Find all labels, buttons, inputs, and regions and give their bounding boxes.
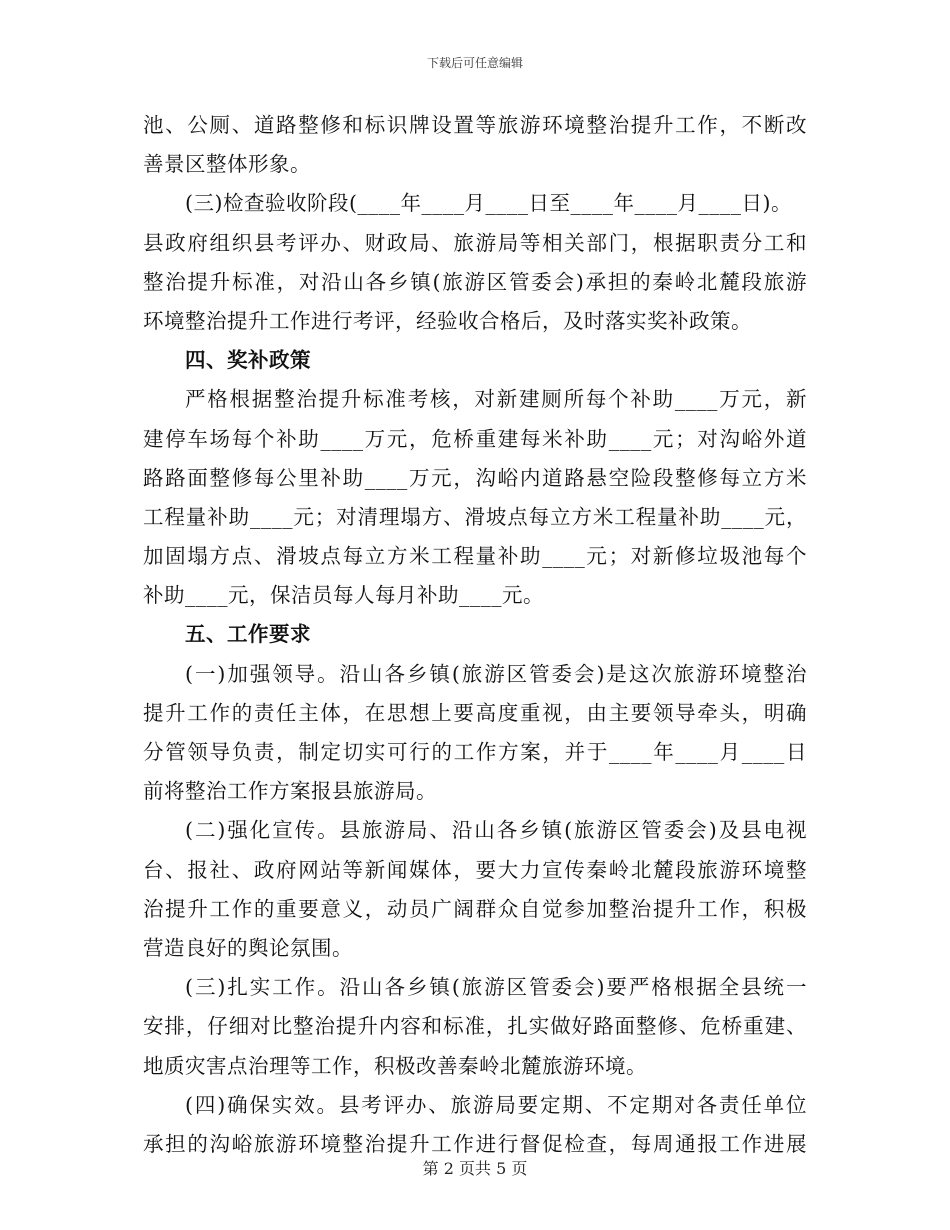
section-heading: 五、工作要求 <box>185 622 311 647</box>
body-line: (三)扎实工作。沿山各乡镇(旅游区管委会)要严格根据全县统一 <box>185 975 807 1000</box>
body-line: 县政府组织县考评办、财政局、旅游局等相关部门，根据职责分工和 <box>143 230 807 255</box>
body-line: (二)强化宣传。县旅游局、沿山各乡镇(旅游区管委会)及县电视 <box>185 818 807 843</box>
body-line: 营造良好的舆论氛围。 <box>143 935 353 960</box>
body-line: 加固塌方点、滑坡点每立方米工程量补助____元；对新修垃圾池每个 <box>143 544 807 569</box>
body-line: 严格根据整治提升标准考核，对新建厕所每个补助____万元，新 <box>185 387 807 412</box>
body-line: 治提升工作的重要意义，动员广阔群众自觉参加整治提升工作，积极 <box>143 896 807 921</box>
page-footer: 第 2 页共 5 页 <box>422 1159 528 1178</box>
body-line: 分管领导负责，制定切实可行的工作方案，并于____年____月____日 <box>143 740 807 764</box>
body-line: 安排，仔细对比整治提升内容和标准，扎实做好路面整修、危桥重建、 <box>143 1014 807 1039</box>
body-line: 地质灾害点治理等工作，积极改善秦岭北麓旅游环境。 <box>143 1053 647 1078</box>
body-line: 补助____元，保洁员每人每月补助____元。 <box>143 583 544 608</box>
body-line: 提升工作的责任主体，在思想上要高度重视，由主要领导牵头，明确 <box>143 700 807 725</box>
section-heading: 四、奖补政策 <box>185 348 311 373</box>
body-line: 路路面整修每公里补助____万元，沟峪内道路悬空险段整修每立方米 <box>143 465 807 490</box>
body-line: 台、报社、政府网站等新闻媒体，要大力宣传秦岭北麓段旅游环境整 <box>143 857 807 882</box>
body-line: 池、公厕、道路整修和标识牌设置等旅游环境整治提升工作，不断改 <box>143 113 807 137</box>
body-line: 善景区整体形象。 <box>143 152 311 177</box>
body-line: (四)确保实效。县考评办、旅游局要定期、不定期对各责任单位 <box>185 1092 807 1117</box>
body-line: 建停车场每个补助____万元，危桥重建每米补助____元；对沟峪外道 <box>143 426 807 451</box>
document-body <box>143 106 807 1164</box>
page-header: 下载后可任意编辑 <box>426 56 523 70</box>
body-line: 前将整治工作方案报县旅游局。 <box>143 779 437 804</box>
body-line: 环境整治提升工作进行考评，经验收合格后，及时落实奖补政策。 <box>143 308 752 333</box>
body-line: (一)加强领导。沿山各乡镇(旅游区管委会)是这次旅游环境整治 <box>185 661 807 686</box>
body-line: (三)检查验收阶段(____年____月____日至____年____月____日)。 <box>185 191 792 216</box>
body-line: 工程量补助____元；对清理塌方、滑坡点每立方米工程量补助____元， <box>143 504 807 529</box>
body-line: 整治提升标准，对沿山各乡镇(旅游区管委会)承担的秦岭北麓段旅游 <box>143 269 807 294</box>
body-line: 承担的沟峪旅游环境整治提升工作进行督促检查，每周通报工作进展 <box>143 1131 807 1156</box>
